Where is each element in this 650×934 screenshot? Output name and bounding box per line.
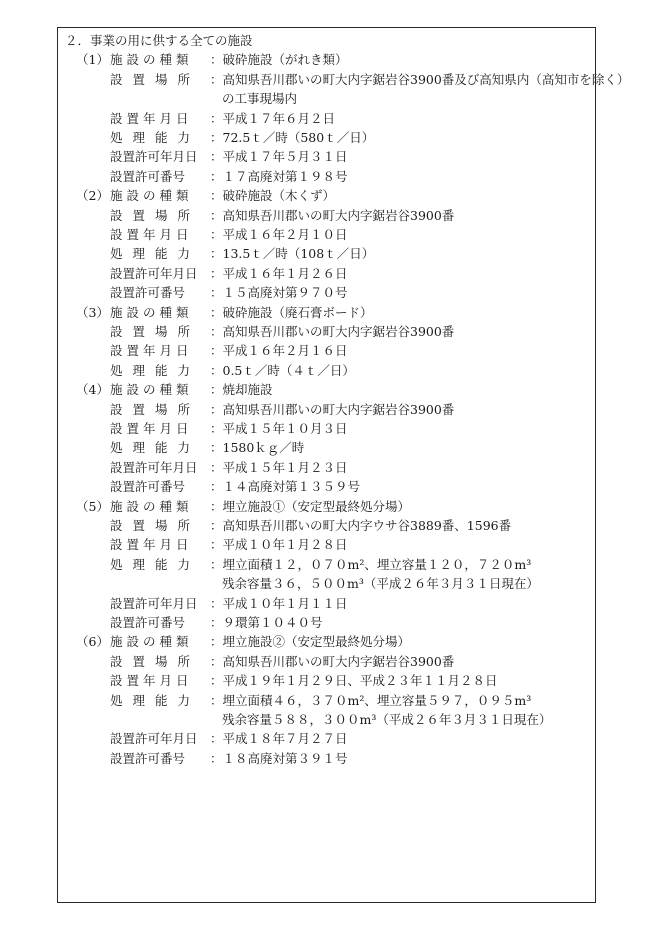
field-value: ：平成１０年１月１１日 — [210, 595, 348, 611]
facility-number: （1） — [76, 52, 109, 68]
field-label: 施設の種類 — [110, 52, 193, 68]
field-label: 設置年月日 — [110, 227, 193, 242]
field-value: ：0.5ｔ／時（４ｔ／日） — [210, 362, 355, 378]
field-value: ：高知県吾川郡いの町大内字鋸岩谷3900番 — [210, 207, 455, 223]
field-value-continued: 残余容量５８８，３００m³（平成２６年３月３１日現在） — [222, 712, 552, 727]
field-label: 施設の種類 — [110, 634, 193, 650]
field-label: 設置年月日 — [110, 110, 193, 126]
field-label: 施設の種類 — [110, 304, 193, 320]
field-label: 設置年月日 — [110, 673, 193, 689]
field-value: ：埋立施設②（安定型最終処分場） — [210, 634, 411, 650]
field-value: ：破砕施設（木くず） — [210, 188, 336, 204]
field-value: ：１４高廃対第１３５９号 — [210, 479, 361, 495]
section-heading: ２．事業の用に供する全ての施設 — [65, 33, 253, 48]
field-value: ：１８高廃対第３９１号 — [210, 750, 348, 766]
field-value: ：平成１６年１月２６日 — [210, 265, 348, 281]
field-label: 処理能力 — [110, 246, 201, 262]
field-label: 設置場所 — [110, 71, 201, 87]
field-value: ：平成１７年６月２日 — [210, 110, 336, 126]
facility-number: （2） — [76, 188, 109, 204]
field-label: 設置許可番号 — [110, 479, 186, 495]
field-label: 設置場所 — [110, 653, 201, 669]
field-value: ：平成１５年１月２３日 — [210, 459, 348, 475]
field-value: ：72.5ｔ／時（580ｔ／日） — [210, 130, 375, 145]
field-label: 処理能力 — [110, 556, 201, 572]
facility-number: （3） — [76, 304, 109, 320]
field-label: 設置年月日 — [110, 343, 193, 359]
field-value: ：高知県吾川郡いの町大内字ウサ谷3889番、1596番 — [210, 518, 512, 533]
field-value: ：１５高廃対第９７０号 — [210, 285, 348, 301]
field-value: ：平成１５年１０月３日 — [210, 421, 348, 436]
field-value: ：高知県吾川郡いの町大内字鋸岩谷3900番 — [210, 653, 455, 669]
field-label: 設置許可番号 — [110, 750, 186, 766]
field-label: 設置年月日 — [110, 537, 193, 553]
field-value: ：平成１９年１月２９日、平成２３年１１月２８日 — [210, 673, 498, 689]
field-label: 設置場所 — [110, 324, 201, 339]
facility-number: （4） — [76, 382, 109, 398]
field-value: ：平成１７年５月３１日 — [210, 149, 348, 165]
field-label: 処理能力 — [110, 362, 201, 378]
field-value: ：焼却施設 — [210, 382, 273, 398]
field-label: 施設の種類 — [110, 382, 193, 398]
field-value: ：平成１６年２月１０日 — [210, 227, 348, 242]
field-label: 設置許可年月日 — [110, 731, 198, 747]
field-label: 設置場所 — [110, 207, 201, 223]
field-value: ：平成１６年２月１６日 — [210, 343, 348, 359]
field-value: ：１７高廃対第１９８号 — [210, 168, 348, 184]
field-value: ：埋立面積４６，３７０m²、埋立容量５９７，０９５m³ — [210, 692, 532, 708]
field-label: 処理能力 — [110, 130, 201, 145]
field-value: ：平成１０年１月２８日 — [210, 537, 348, 553]
field-value: ：９環第１０４０号 — [210, 615, 323, 630]
field-value: ：埋立施設①（安定型最終処分場） — [210, 498, 411, 514]
field-value: ：平成１８年７月２７日 — [210, 731, 348, 747]
field-value: ：破砕施設（廃石膏ボード） — [210, 304, 373, 320]
facility-number: （5） — [76, 498, 109, 514]
field-value-continued: 残余容量３６，５００m³（平成２６年３月３１日現在） — [222, 576, 539, 592]
field-label: 設置場所 — [110, 401, 201, 417]
field-label: 設置許可年月日 — [110, 595, 198, 611]
field-label: 設置場所 — [110, 518, 201, 533]
field-label: 設置年月日 — [110, 421, 193, 436]
field-label: 処理能力 — [110, 440, 201, 456]
field-value: ：破砕施設（がれき類） — [210, 52, 348, 68]
field-value: ：高知県吾川郡いの町大内字鋸岩谷3900番 — [210, 324, 455, 339]
field-value: ：13.5ｔ／時（108ｔ／日） — [210, 246, 375, 262]
field-value-continued: の工事現場内 — [222, 91, 298, 107]
field-value: ：埋立面積１２，０７０m²、埋立容量１２０，７２０m³ — [210, 556, 532, 572]
field-value: ：高知県吾川郡いの町大内字鋸岩谷3900番 — [210, 401, 455, 417]
field-value: ：高知県吾川郡いの町大内字鋸岩谷3900番及び高知県内（高知市を除く） — [210, 71, 630, 87]
field-label: 設置許可番号 — [110, 168, 186, 184]
field-label: 設置許可番号 — [110, 615, 186, 630]
field-label: 施設の種類 — [110, 188, 193, 204]
field-label: 設置許可年月日 — [110, 149, 198, 165]
field-label: 処理能力 — [110, 692, 201, 708]
facility-number: （6） — [76, 634, 109, 650]
field-label: 施設の種類 — [110, 498, 193, 514]
field-label: 設置許可年月日 — [110, 459, 198, 475]
field-label: 設置許可年月日 — [110, 265, 198, 281]
field-value: ：1580ｋｇ／時 — [210, 440, 305, 456]
field-label: 設置許可番号 — [110, 285, 186, 301]
